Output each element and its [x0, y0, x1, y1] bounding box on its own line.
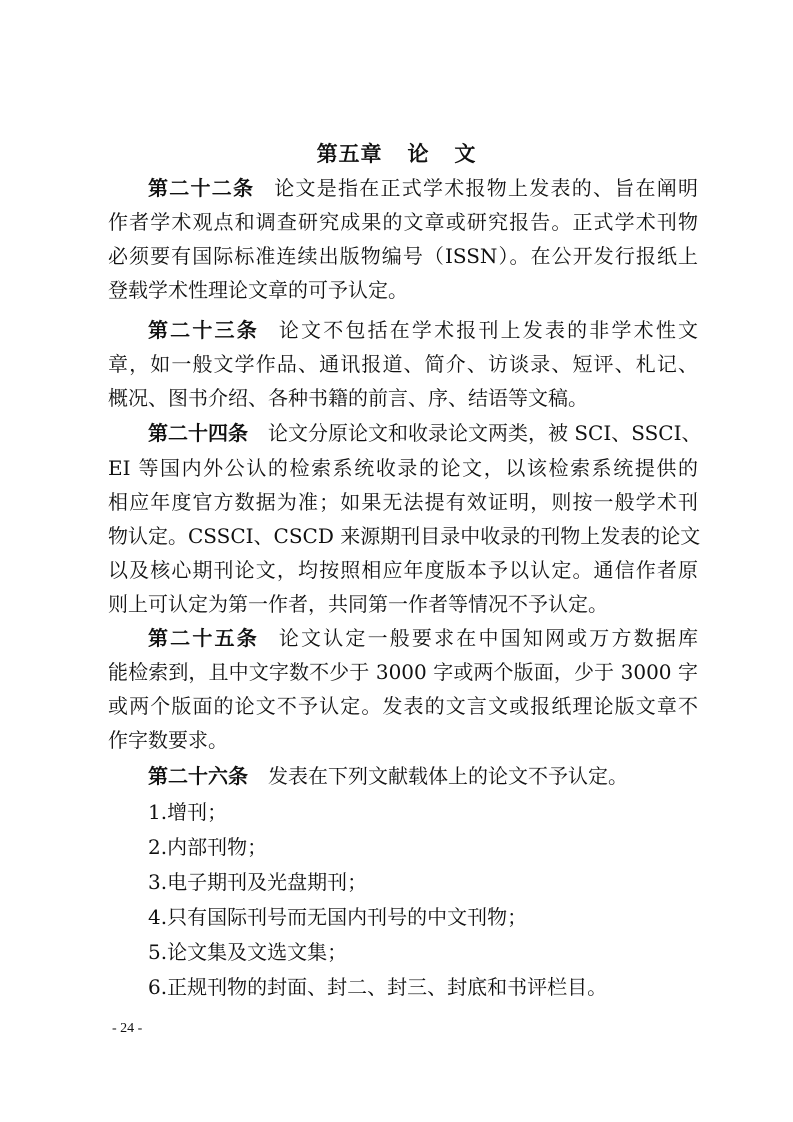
- article-text: 论文是指在正式学术报物上发表的、旨在阐明: [274, 176, 698, 200]
- article-24-first-line: [148, 416, 702, 450]
- page-number: - 24 -: [112, 1021, 143, 1036]
- article-22-first-line: [148, 171, 698, 205]
- article-number: 第二十三条: [148, 318, 259, 342]
- list-item: 1.增刊；: [148, 800, 228, 824]
- article-23-line: 概况、图书介绍、各种书籍的前言、序、结语等文稿。: [108, 386, 588, 410]
- article-26-first-line: [148, 759, 698, 793]
- chapter-title: 第五章 论 文: [316, 141, 477, 166]
- list-item: 3.电子期刊及光盘期刊；: [148, 870, 368, 894]
- article-22-line: 登载学术性理论文章的可予认定。: [108, 278, 408, 302]
- article-22-line: 作者学术观点和调查研究成果的文章或研究报告。正式学术刊物: [108, 210, 698, 234]
- article-24-line: EI 等国内外公认的检索系统收录的论文，以该检索系统提供的: [108, 456, 698, 480]
- list-item: 2.内部刊物；: [148, 835, 268, 859]
- article-22-line: 必须要有国际标准连续出版物编号（ISSN）。在公开发行报纸上: [108, 244, 698, 268]
- list-item: 5.论文集及文选文集；: [148, 940, 348, 964]
- article-24-line: 以及核心期刊论文，均按照相应年度版本予以认定。通信作者原: [108, 558, 698, 582]
- article-24-line: 相应年度官方数据为准；如果无法提有效证明，则按一般学术刊: [108, 490, 698, 514]
- article-23-first-line: [148, 313, 698, 347]
- list-item: 6.正规刊物的封面、封二、封三、封底和书评栏目。: [148, 975, 608, 999]
- article-25-first-line: [148, 621, 698, 655]
- article-number: 第二十二条: [148, 176, 255, 200]
- article-25-line: 或两个版面的论文不予认定。发表的文言文或报纸理论版文章不: [108, 694, 698, 718]
- article-text: 论文认定一般要求在中国知网或万方数据库: [278, 626, 699, 650]
- article-number: 第二十五条: [148, 626, 259, 650]
- article-number: 第二十六条: [148, 764, 248, 788]
- article-25-line: 作字数要求。: [108, 728, 228, 752]
- article-text: 论文不包括在学术报刊上发表的非学术性文: [278, 318, 699, 342]
- article-text: 论文分原论文和收录论文两类，被 SCI、SSCI、: [268, 421, 702, 445]
- article-25-line: 能检索到，且中文字数不少于 3000 字或两个版面，少于 3000 字: [108, 660, 698, 684]
- article-24-line: 则上可认定为第一作者，共同第一作者等情况不予认定。: [108, 592, 608, 616]
- list-item: 4.只有国际刊号而无国内刊号的中文刊物；: [148, 905, 528, 929]
- article-23-line: 章，如一般文学作品、通讯报道、简介、访谈录、短评、札记、: [108, 352, 698, 376]
- article-24-line: 物认定。CSSCI、CSCD 来源期刊目录中收录的刊物上发表的论文: [108, 524, 701, 548]
- article-text: 发表在下列文献载体上的论文不予认定。: [268, 764, 628, 788]
- article-number: 第二十四条: [148, 421, 248, 445]
